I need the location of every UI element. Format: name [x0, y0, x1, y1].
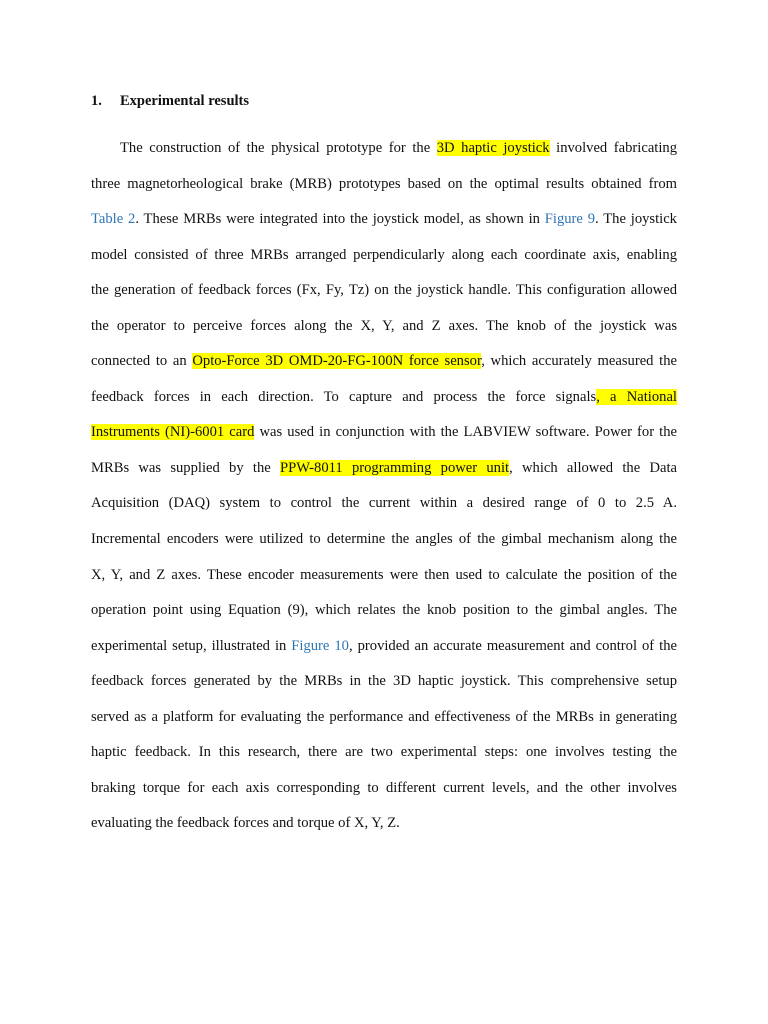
text-run: , which accurately measured the — [481, 353, 677, 370]
text-run: The construction of the physical prototype for the — [120, 140, 437, 156]
text-line — [91, 309, 677, 345]
text-line — [91, 131, 677, 167]
text-line — [91, 202, 677, 238]
text-line — [91, 629, 677, 665]
text-line — [91, 664, 677, 700]
text-run: connected to an — [91, 353, 193, 370]
text-run: model consisted of three MRBs arranged perpendicularly along each coordinate axis, enabling — [91, 246, 677, 263]
text-run: the operator to perceive forces along the X, Y, and Z axes. The knob of the joystick was — [91, 317, 677, 334]
cross-reference-link[interactable]: Figure 9 — [544, 211, 596, 228]
highlighted-term: Instruments (NI)-6001 card — [91, 424, 255, 441]
text-line — [91, 273, 677, 309]
text-line — [91, 344, 677, 380]
text-run: operation point using Equation (9), which relates the knob position to the gimbal angles. The — [91, 602, 677, 619]
text-line — [91, 593, 677, 629]
cross-reference-link[interactable]: Table 2 — [91, 211, 136, 228]
highlighted-term: PPW-8011 programming power unit — [279, 459, 510, 476]
text-run: evaluating the feedback forces and torque of X, Y, Z. — [91, 815, 400, 832]
section-title: Experimental results — [120, 93, 250, 109]
text-line — [91, 167, 677, 203]
text-line — [91, 771, 677, 807]
text-run: feedback forces generated by the MRBs in the 3D haptic joystick. This comprehensive setup — [91, 673, 677, 690]
text-run: , provided an accurate measurement and control of the — [348, 637, 677, 654]
text-run: was used in conjunction with the LABVIEW software. Power for the — [254, 424, 677, 441]
text-line — [91, 451, 677, 487]
text-run: . These MRBs were integrated into the joystick model, as shown in — [135, 211, 545, 228]
text-line — [91, 806, 677, 842]
text-line — [91, 735, 677, 771]
text-line — [91, 558, 677, 594]
text-line — [91, 238, 677, 274]
highlighted-term: 3D haptic joystick — [436, 140, 550, 156]
text-line — [91, 380, 677, 416]
text-run: feedback forces in each direction. To capture and process the force signals — [91, 388, 597, 405]
text-run: Acquisition (DAQ) system to control the current within a desired range of 0 to 2.5 A. — [91, 495, 677, 512]
text-run: , which allowed the Data — [509, 459, 677, 476]
text-run: MRBs was supplied by the — [91, 459, 280, 476]
highlighted-term: Opto-Force 3D OMD-20-FG-100N force sensor — [192, 353, 482, 370]
text-line — [91, 486, 677, 522]
text-run: involved fabricating — [549, 140, 677, 156]
text-run: Incremental encoders were utilized to determine the angles of the gimbal mechanism along the — [91, 531, 677, 548]
text-run: haptic feedback. In this research, there are two experimental steps: one involves testing the — [91, 744, 677, 761]
text-run: three magnetorheological brake (MRB) prototypes based on the optimal results obtained from — [91, 175, 677, 192]
text-line — [91, 522, 677, 558]
text-run: . The joystick — [595, 211, 677, 228]
cross-reference-link[interactable]: Figure 10 — [291, 637, 349, 654]
text-run: experimental setup, illustrated in — [91, 637, 292, 654]
text-run: X, Y, and Z axes. These encoder measurements were then used to calculate the position of the — [91, 566, 677, 583]
text-run: braking torque for each axis corresponding to different current levels, and the other involves — [91, 779, 677, 796]
text-run: served as a platform for evaluating the performance and effectiveness of the MRBs in generating — [91, 708, 677, 725]
text-line — [91, 700, 677, 736]
section-number: 1. — [91, 93, 102, 109]
body-paragraph — [91, 131, 677, 842]
section-heading — [91, 93, 249, 110]
highlighted-term: , a National — [596, 388, 677, 405]
text-run: the generation of feedback forces (Fx, Fy, Tz) on the joystick handle. This configuration allowed — [91, 282, 677, 299]
text-line — [91, 415, 677, 451]
